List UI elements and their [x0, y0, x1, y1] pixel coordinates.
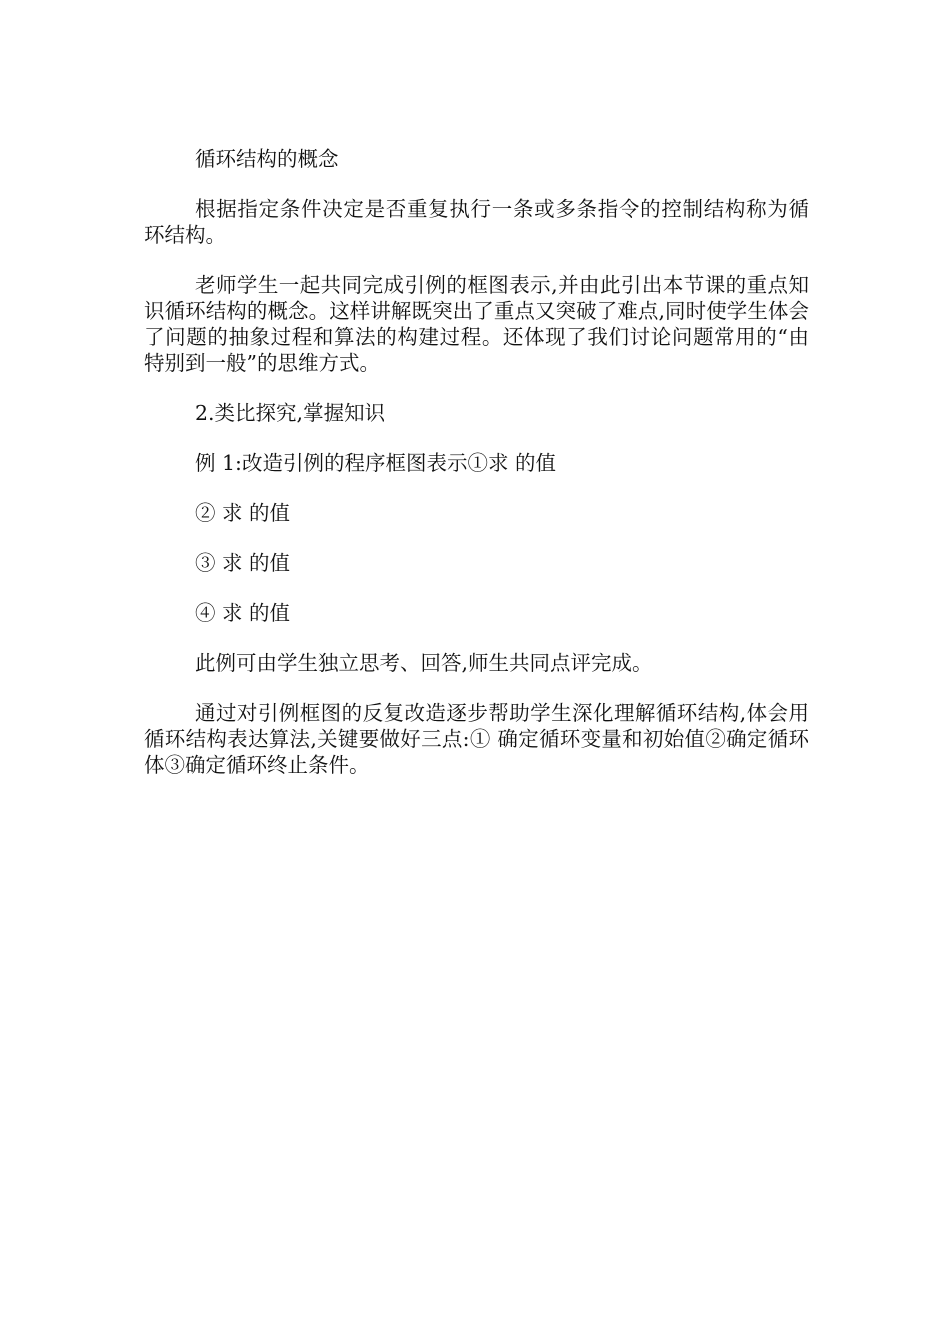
section-heading: 循环结构的概念 — [195, 147, 339, 171]
example-paragraph: 例 1:改造引例的程序框图表示①求 的值 — [195, 451, 556, 475]
example-item-2: ② 求 的值 — [195, 501, 291, 525]
example-item-4: ④ 求 的值 — [195, 601, 291, 625]
summary-paragraph: 通过对引例框图的反复改造逐步帮助学生深化理解循环结构,体会用循环结构表达算法,关键要做好三点:① 确定循环变量和初始值②确定循环体③确定循环终止条件。 — [144, 701, 809, 777]
document-page — [144, 146, 809, 802]
definition-paragraph: 根据指定条件决定是否重复执行一条或多条指令的控制结构称为循环结构。 — [144, 197, 809, 247]
teaching-paragraph: 老师学生一起共同完成引例的框图表示,并由此引出本节课的重点知识循环结构的概念。这样讲解既突出了重点又突破了难点,同时使学生体会了问题的抽象过程和算法的构建过程。还体现了我们讨论问题常用的“由特别到一般”的思维方式。 — [144, 273, 809, 375]
discussion-paragraph: 此例可由学生独立思考、回答,师生共同点评完成。 — [195, 651, 653, 675]
subsection-heading: 2.类比探究,掌握知识 — [195, 401, 386, 425]
example-item-3: ③ 求 的值 — [195, 551, 291, 575]
